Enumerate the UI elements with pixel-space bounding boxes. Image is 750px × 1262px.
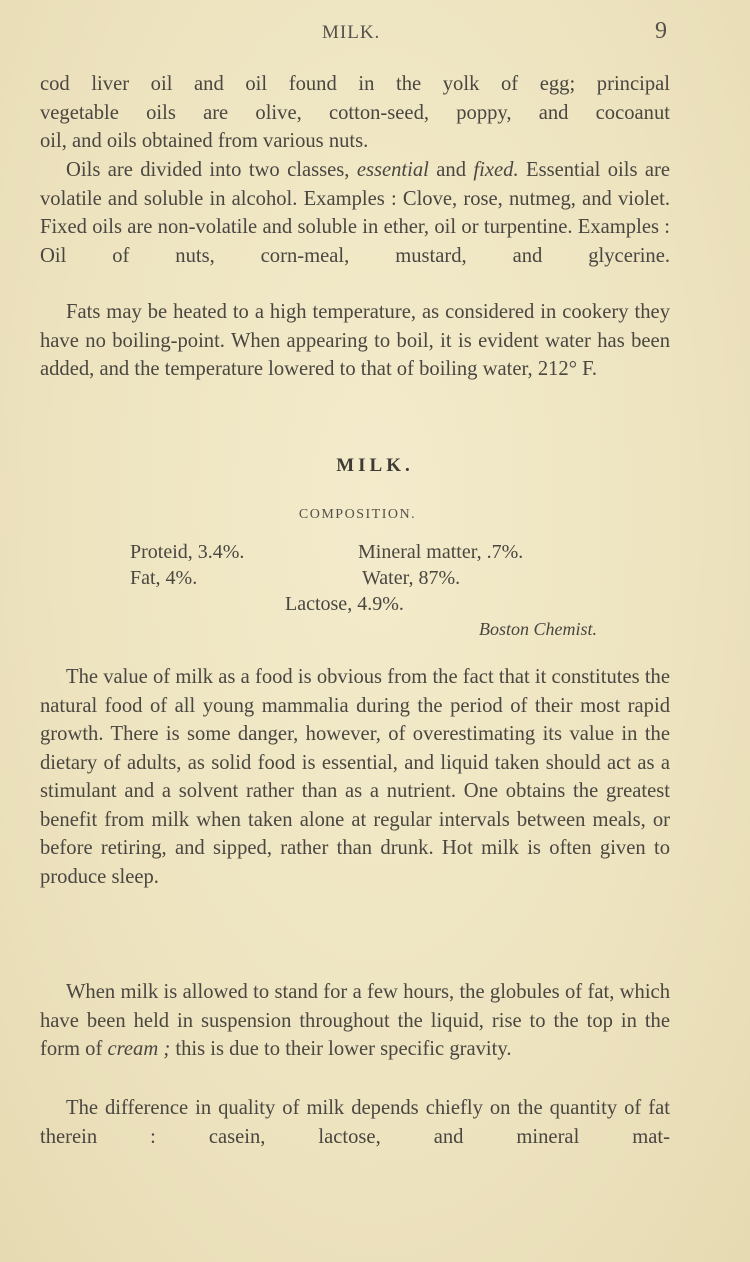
fats-paragraph-2	[40, 156, 670, 270]
milk-paragraph-2	[40, 978, 670, 1064]
para-text: Essential oils are volatile and soluble in alcohol. Examples : Clove, rose, nutmeg, and violet. Fixed oils are non-volatile and soluble in ether, oil or turpentine. Examples : Oil of nuts, corn-meal, mustard, and glycerine.	[40, 159, 670, 267]
text-line: cod liver oil and oil found in the yolk of egg; principal	[40, 73, 670, 95]
milk-paragraph-3: The difference in quality of milk depends chiefly on the quantity of fat therein : casein, lactose, and mineral mat-	[40, 1097, 670, 1148]
para-text: Oils are divided into two classes,	[66, 159, 350, 181]
section-title: MILK.	[336, 455, 414, 476]
fats-paragraph-1	[40, 70, 670, 156]
page-number: 9	[655, 18, 667, 44]
source-citation: Boston Chemist.	[479, 619, 598, 639]
composition-mineral: Mineral matter, .7%.	[358, 541, 524, 563]
running-head: MILK.	[322, 22, 381, 43]
composition-water: Water, 87%.	[362, 567, 461, 589]
emphasis-essential: essential	[356, 159, 429, 181]
para-text: this is due to their lower specific gravity.	[175, 1038, 512, 1060]
text-line: oil, and oils obtained from various nuts.	[40, 130, 369, 152]
composition-lactose: Lactose, 4.9%.	[285, 593, 404, 615]
milk-paragraph-1: The value of milk as a food is obvious from the fact that it constitutes the natural food of all young mammalia during the period of their most rapid growth. There is some danger, however, of overestimating its value in the dietary of adults, as solid food is essential, and liquid taken should act as a stimulant and a solvent rather than as a nutrient. One obtains the greatest benefit from milk when taken alone at regular intervals between meals, or before retiring, and sipped, rather than drunk. Hot milk is often given to produce sleep.	[40, 666, 670, 888]
fats-paragraph-3: Fats may be heated to a high temperature, as considered in cookery they have no boiling-point. When appearing to boil, it is evident water has been added, and the temperature lowered to that of boiling water, 212° F.	[40, 301, 670, 380]
emphasis-cream: cream ;	[107, 1038, 171, 1060]
composition-fat: Fat, 4%.	[130, 567, 198, 589]
para-text: When milk is allowed to stand for a few hours, the globules of fat, which have been held in suspension throughout the liquid, rise to the top in the form of	[40, 981, 670, 1060]
emphasis-fixed: fixed.	[473, 159, 519, 181]
text-line: vegetable oils are olive, cotton-seed, poppy, and cocoanut	[40, 101, 670, 124]
composition-proteid: Proteid, 3.4%.	[130, 541, 245, 563]
para-text: and	[436, 159, 467, 181]
section-subtitle: COMPOSITION.	[298, 507, 417, 522]
